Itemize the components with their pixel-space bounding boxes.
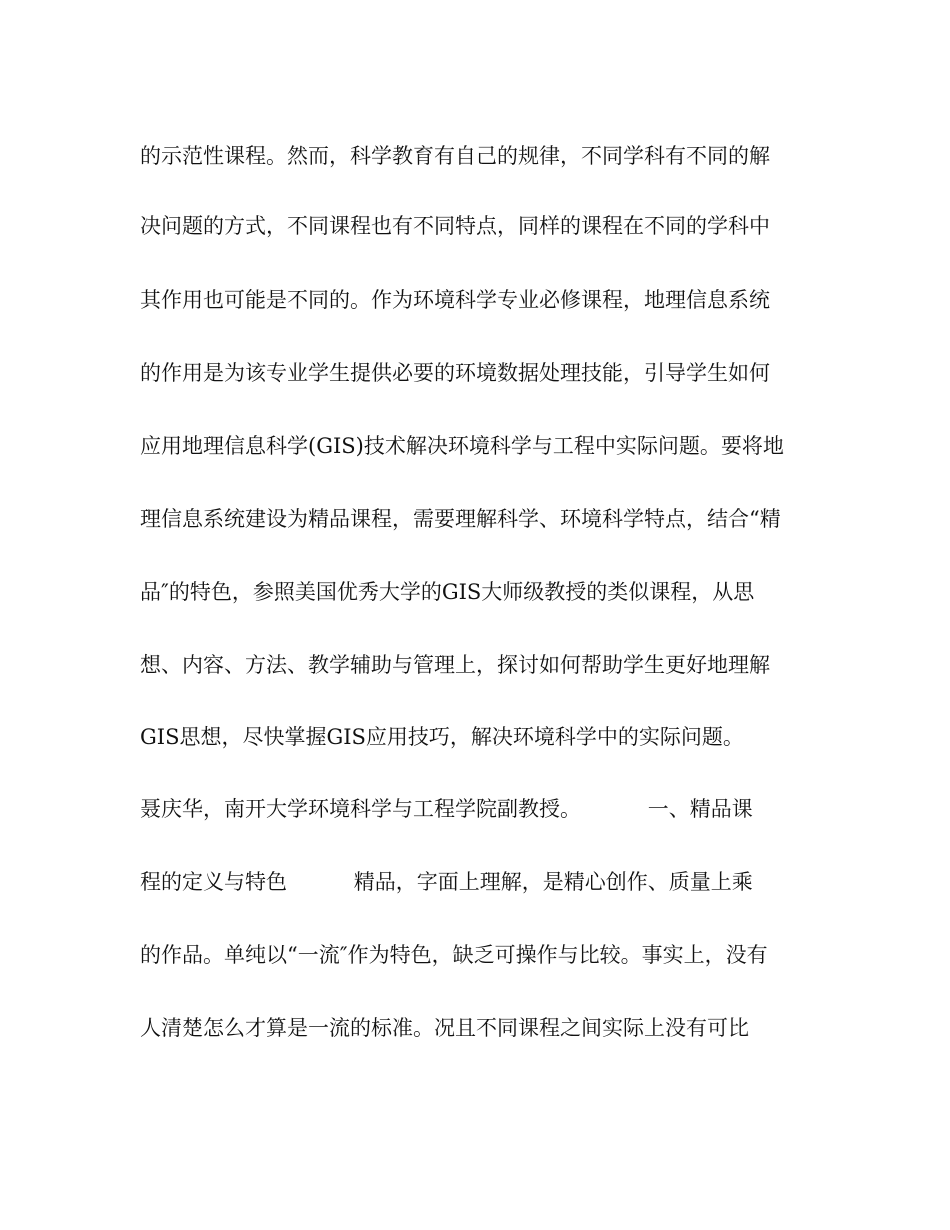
text-line: 品″的特色，参照美国优秀大学的GIS大师级教授的类似课程，从思 [140,580,755,604]
text-line: 理信息系统建设为精品课程，需要理解科学、环境科学特点，结合“精 [140,507,781,531]
text-line: 其作用也可能是不同的。作为环境科学专业必修课程，地理信息系统 [140,288,770,312]
text-line: GIS思想，尽快掌握GIS应用技巧，解决环境科学中的实际问题。 [140,725,744,749]
text-line: 聂庆华，南开大学环境科学与工程学院副教授。 一、精品课 [140,797,753,821]
text-line: 程的定义与特色 精品，字面上理解，是精心创作、质量上乘 [140,870,753,894]
text-line: 决问题的方式，不同课程也有不同特点，同样的课程在不同的学科中 [140,214,770,238]
text-line: 想、内容、方法、教学辅助与管理上，探讨如何帮助学生更好地理解 [140,653,770,677]
text-line: 的作品。单纯以“一流″作为特色，缺乏可操作与比较。事实上，没有 [140,943,768,967]
text-line: 的作用是为该专业学生提供必要的环境数据处理技能，引导学生如何 [140,361,770,385]
text-line: 人清楚怎么才算是一流的标准。况且不同课程之间实际上没有可比 [140,1016,749,1040]
text-line: 应用地理信息科学(GIS)技术解决环境科学与工程中实际问题。要将地 [140,434,784,458]
text-line: 的示范性课程。然而，科学教育有自己的规律，不同学科有不同的解 [140,144,770,168]
